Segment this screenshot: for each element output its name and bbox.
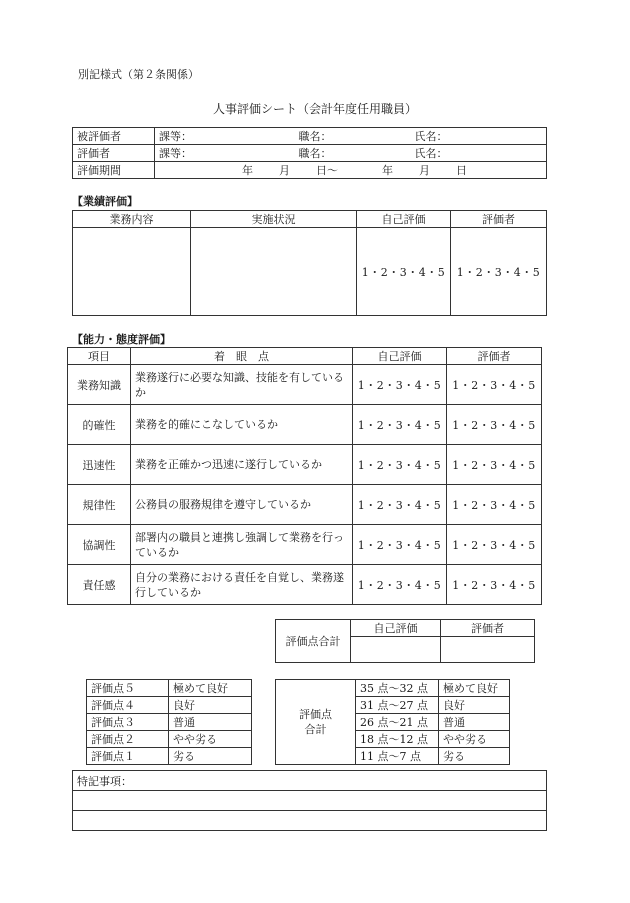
position-field[interactable]: 職名： — [295, 128, 411, 145]
remarks-table — [72, 770, 547, 831]
legend-total-range: 26 点～21 点 — [356, 714, 439, 731]
perf-header-self: 自己評価 — [357, 211, 451, 228]
total-label: 評価点合計 — [276, 620, 351, 663]
period-month2: 月 — [419, 164, 430, 177]
ability-row — [68, 525, 542, 565]
page-title: 人事評価シート（会計年度任用職員） — [212, 102, 417, 116]
ability-evaluator-score[interactable]: 1・2・3・4・5 — [447, 565, 542, 605]
dept-field[interactable]: 課等： — [155, 128, 295, 145]
legend-point-label: 評価点２ — [87, 731, 169, 748]
legend-total-label-line1: 評価点 — [299, 708, 332, 721]
ability-header-point: 着 眼 点 — [131, 348, 353, 365]
ability-point: 業務遂行に必要な知識、技能を有しているか — [131, 365, 353, 405]
period-month: 月 — [279, 164, 290, 177]
performance-section-title: 【業績評価】 — [72, 195, 138, 208]
ability-row — [68, 405, 542, 445]
legend-total-desc: 極めて良好 — [439, 680, 510, 697]
evaluator-position-field[interactable]: 職名： — [295, 145, 411, 162]
period-year2: 年 — [382, 164, 393, 177]
legend-total-desc: やや劣る — [439, 731, 510, 748]
ability-self-score[interactable]: 1・2・3・4・5 — [353, 485, 447, 525]
ability-point: 自分の業務における責任を自覚し、業務遂行しているか — [131, 565, 353, 605]
total-evaluator-field[interactable] — [441, 637, 535, 663]
total-header-self: 自己評価 — [351, 620, 441, 637]
ability-row — [68, 445, 542, 485]
ability-point: 業務を的確にこなしているか — [131, 405, 353, 445]
period-day-from: 日～ — [316, 164, 338, 177]
legend-total-desc: 良好 — [439, 697, 510, 714]
ability-self-score[interactable]: 1・2・3・4・5 — [353, 405, 447, 445]
ability-evaluator-score[interactable]: 1・2・3・4・5 — [447, 525, 542, 565]
legend-total-desc: 普通 — [439, 714, 510, 731]
perf-header-content: 業務内容 — [73, 211, 191, 228]
period-day2: 日 — [456, 164, 467, 177]
legend-point-desc: 普通 — [169, 714, 252, 731]
period-field[interactable] — [155, 162, 547, 179]
legend-point-desc: 劣る — [169, 748, 252, 765]
perf-status-field[interactable] — [191, 228, 357, 316]
ability-point: 部署内の職員と連携し強調して業務を行っているか — [131, 525, 353, 565]
ability-item: 協調性 — [68, 525, 131, 565]
perf-header-status: 実施状況 — [191, 211, 357, 228]
evaluator-row — [73, 145, 547, 162]
legend-row — [87, 731, 252, 748]
perf-content-field[interactable] — [73, 228, 191, 316]
ability-item: 業務知識 — [68, 365, 131, 405]
legend-total-range: 11 点～7 点 — [356, 748, 439, 765]
legend-total-range: 31 点～27 点 — [356, 697, 439, 714]
performance-body-row — [73, 228, 547, 316]
legend-total-range: 35 点～32 点 — [356, 680, 439, 697]
ability-self-score[interactable]: 1・2・3・4・5 — [353, 565, 447, 605]
legend-total-range: 18 点～12 点 — [356, 731, 439, 748]
remarks-line[interactable] — [73, 811, 547, 831]
perf-evaluator-score[interactable]: 1・2・3・4・5 — [451, 228, 547, 316]
ability-point: 公務員の服務規律を遵守しているか — [131, 485, 353, 525]
legend-point-desc: やや劣る — [169, 731, 252, 748]
total-header-evaluator: 評価者 — [441, 620, 535, 637]
total-score-table — [275, 619, 535, 663]
evaluator-label: 評価者 — [73, 145, 155, 162]
ability-evaluator-score[interactable]: 1・2・3・4・5 — [447, 405, 542, 445]
legend-total-desc: 劣る — [439, 748, 510, 765]
legend-point-label: 評価点５ — [87, 680, 169, 697]
info-table — [72, 127, 547, 179]
ability-evaluator-score[interactable]: 1・2・3・4・5 — [447, 445, 542, 485]
form-reference: 別記様式（第２条関係） — [78, 68, 199, 81]
ability-self-score[interactable]: 1・2・3・4・5 — [353, 445, 447, 485]
ability-header-evaluator: 評価者 — [447, 348, 542, 365]
ability-self-score[interactable]: 1・2・3・4・5 — [353, 365, 447, 405]
ability-evaluator-score[interactable]: 1・2・3・4・5 — [447, 485, 542, 525]
legend-row — [87, 680, 252, 697]
period-row — [73, 162, 547, 179]
perf-self-score[interactable]: 1・2・3・4・5 — [357, 228, 451, 316]
name-field[interactable]: 氏名： — [411, 128, 547, 145]
performance-header-row — [73, 211, 547, 228]
evaluator-dept-field[interactable]: 課等： — [155, 145, 295, 162]
ability-item: 的確性 — [68, 405, 131, 445]
evaluator-name-field[interactable]: 氏名： — [411, 145, 547, 162]
ability-evaluator-score[interactable]: 1・2・3・4・5 — [447, 365, 542, 405]
legend-total-label-line2: 合計 — [304, 723, 327, 736]
ability-item: 迅速性 — [68, 445, 131, 485]
points-legend-table — [86, 679, 252, 765]
ability-row — [68, 485, 542, 525]
legend-row — [87, 714, 252, 731]
ability-header-item: 項目 — [68, 348, 131, 365]
total-header-row — [276, 620, 535, 637]
evaluatee-label: 被評価者 — [73, 128, 155, 145]
remarks-line[interactable] — [73, 791, 547, 811]
remarks-label: 特記事項： — [73, 771, 547, 791]
evaluatee-row — [73, 128, 547, 145]
period-label: 評価期間 — [73, 162, 155, 179]
ability-row — [68, 565, 542, 605]
ability-header-row — [68, 348, 542, 365]
legend-total-label — [276, 680, 356, 765]
ability-self-score[interactable]: 1・2・3・4・5 — [353, 525, 447, 565]
ability-item: 規律性 — [68, 485, 131, 525]
legend-row — [87, 697, 252, 714]
legend-point-label: 評価点３ — [87, 714, 169, 731]
legend-row — [87, 748, 252, 765]
perf-header-evaluator: 評価者 — [451, 211, 547, 228]
legend-point-desc: 極めて良好 — [169, 680, 252, 697]
period-year: 年 — [242, 164, 253, 177]
ability-header-self: 自己評価 — [353, 348, 447, 365]
total-legend-table — [275, 679, 510, 765]
ability-section-title: 【能力・態度評価】 — [72, 333, 171, 346]
legend-total-row — [276, 680, 510, 697]
ability-point: 業務を正確かつ迅速に遂行しているか — [131, 445, 353, 485]
remarks-row — [73, 811, 547, 831]
remarks-row — [73, 771, 547, 791]
legend-point-label: 評価点１ — [87, 748, 169, 765]
performance-table — [72, 210, 547, 316]
legend-point-desc: 良好 — [169, 697, 252, 714]
remarks-row — [73, 791, 547, 811]
total-self-field[interactable] — [351, 637, 441, 663]
ability-row — [68, 365, 542, 405]
legend-point-label: 評価点４ — [87, 697, 169, 714]
ability-item: 責任感 — [68, 565, 131, 605]
ability-table — [67, 347, 542, 605]
